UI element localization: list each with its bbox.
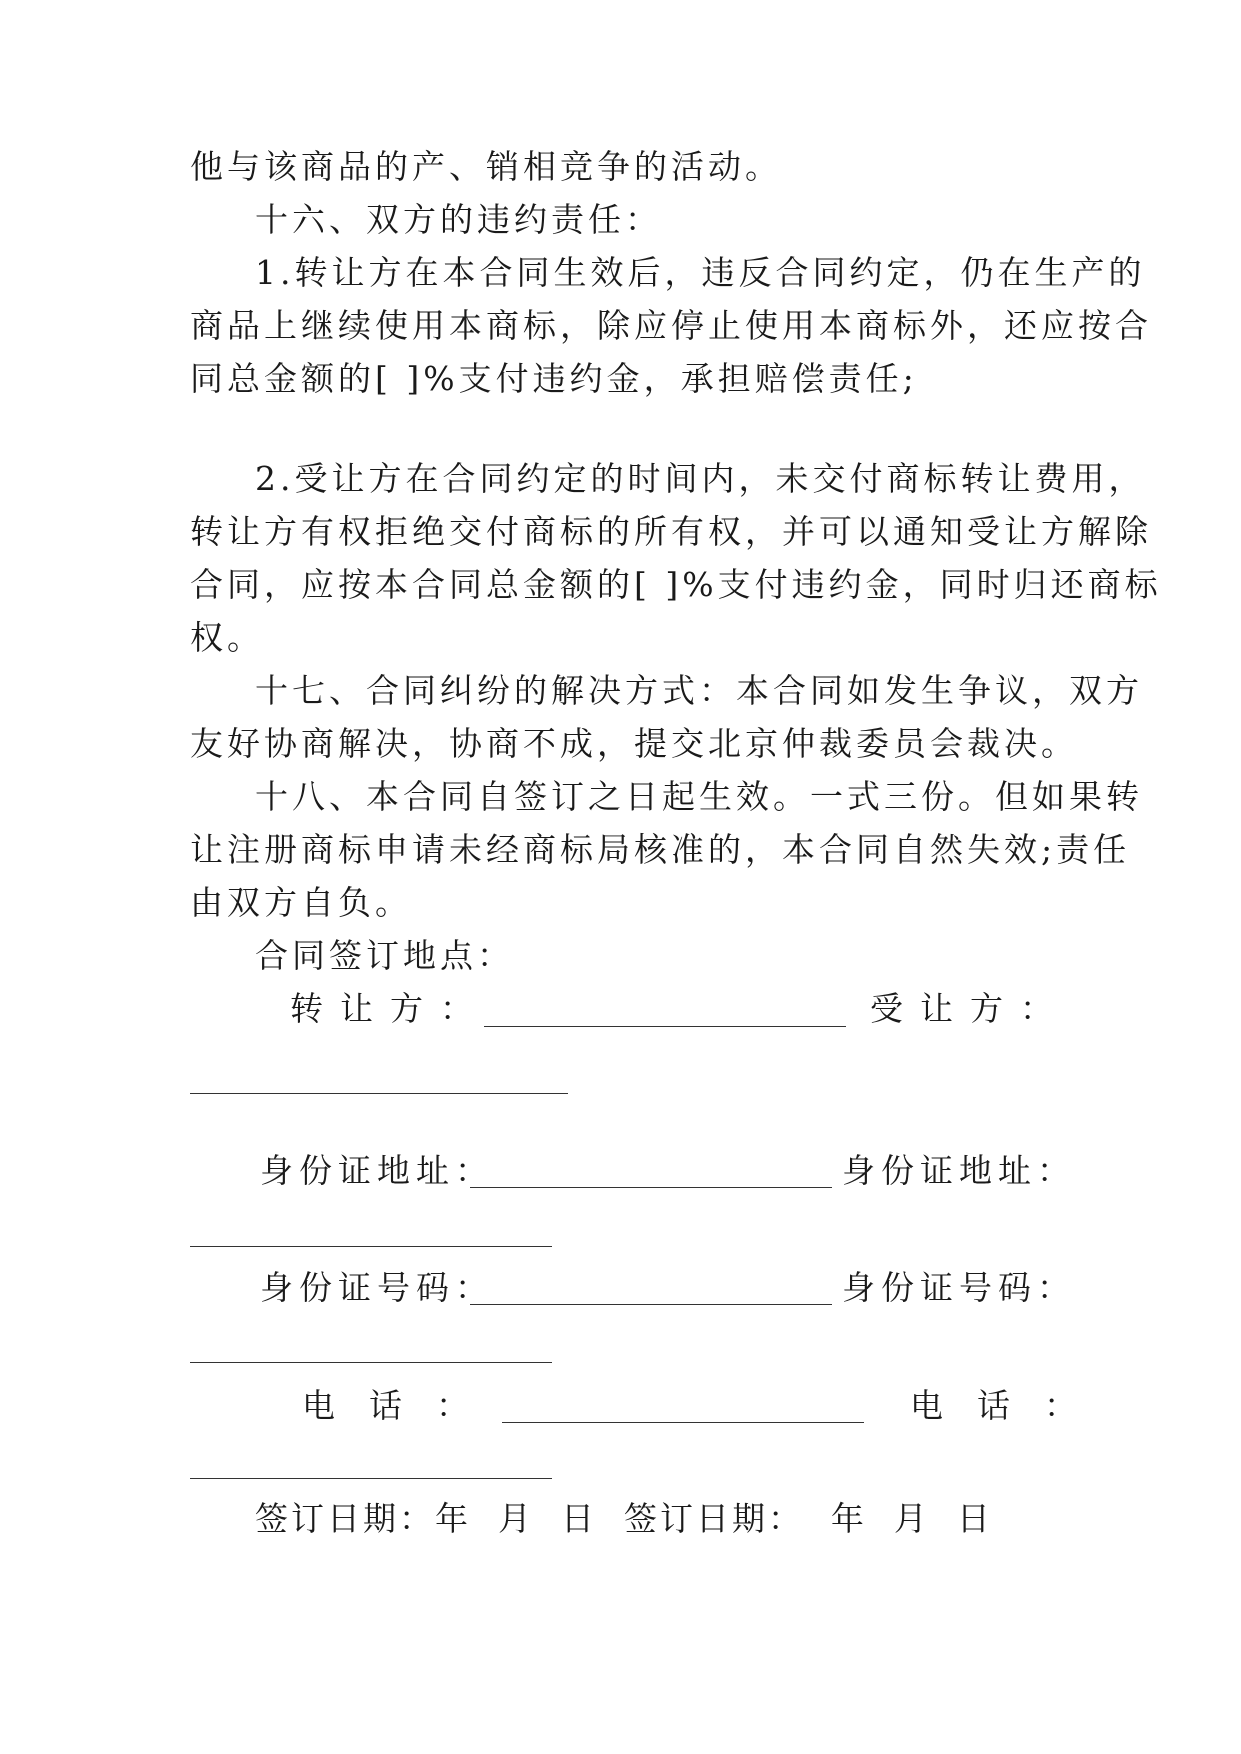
id-address-blank-2 [190, 1246, 552, 1247]
paragraph-line: 转让方有权拒绝交付商标的所有权，并可以通知受让方解除 [190, 512, 1152, 551]
phone-label: 电话： [302, 1386, 503, 1425]
phone-blank-2 [190, 1478, 552, 1479]
id-number-blank [470, 1304, 832, 1305]
phone-blank [502, 1422, 864, 1423]
transferor-blank [484, 1026, 846, 1027]
paragraph-line: 由双方自负。 [190, 883, 412, 922]
paragraph-line: 权。 [190, 618, 264, 657]
section-heading: 十六、双方的违约责任： [255, 200, 662, 239]
id-address-blank [470, 1187, 832, 1188]
signing-place-label: 合同签订地点： [255, 936, 514, 975]
paragraph-line: 他与该商品的产、销相竞争的活动。 [190, 147, 782, 186]
id-address-label: 身份证地址： [260, 1151, 494, 1190]
paragraph-line: 让注册商标申请未经商标局核准的，本合同自然失效;责任 [190, 830, 1131, 869]
section-heading: 十七、合同纠纷的解决方式：本合同如发生争议，双方 [255, 671, 1143, 710]
paragraph-line: 合同，应按本合同总金额的[ ]%支付违约金，同时归还商标 [190, 565, 1162, 604]
id-number-label-2: 身份证号码： [842, 1268, 1076, 1307]
id-number-blank-2 [190, 1362, 552, 1363]
paragraph-line: 同总金额的[ ]%支付违约金，承担赔偿责任; [190, 359, 918, 398]
phone-label-2: 电话： [910, 1386, 1111, 1425]
paragraph-line: 1.转让方在本合同生效后，违反合同约定，仍在生产的 [255, 253, 1146, 292]
transferor-label: 转让方： [290, 989, 490, 1028]
id-address-label-2: 身份证地址： [842, 1151, 1076, 1190]
section-heading: 十八、本合同自签订之日起生效。一式三份。但如果转 [255, 777, 1143, 816]
transferee-label: 受让方： [870, 989, 1070, 1028]
paragraph-line: 2.受让方在合同约定的时间内，未交付商标转让费用， [255, 459, 1146, 498]
paragraph-line: 友好协商解决，协商不成，提交北京仲裁委员会裁决。 [190, 724, 1078, 763]
id-number-label: 身份证号码： [260, 1268, 494, 1307]
signing-date-line: 签订日期：年 月 日 签订日期： 年 月 日 [255, 1499, 993, 1538]
transferee-blank [190, 1093, 568, 1094]
paragraph-line: 商品上继续使用本商标，除应停止使用本商标外，还应按合 [190, 306, 1152, 345]
